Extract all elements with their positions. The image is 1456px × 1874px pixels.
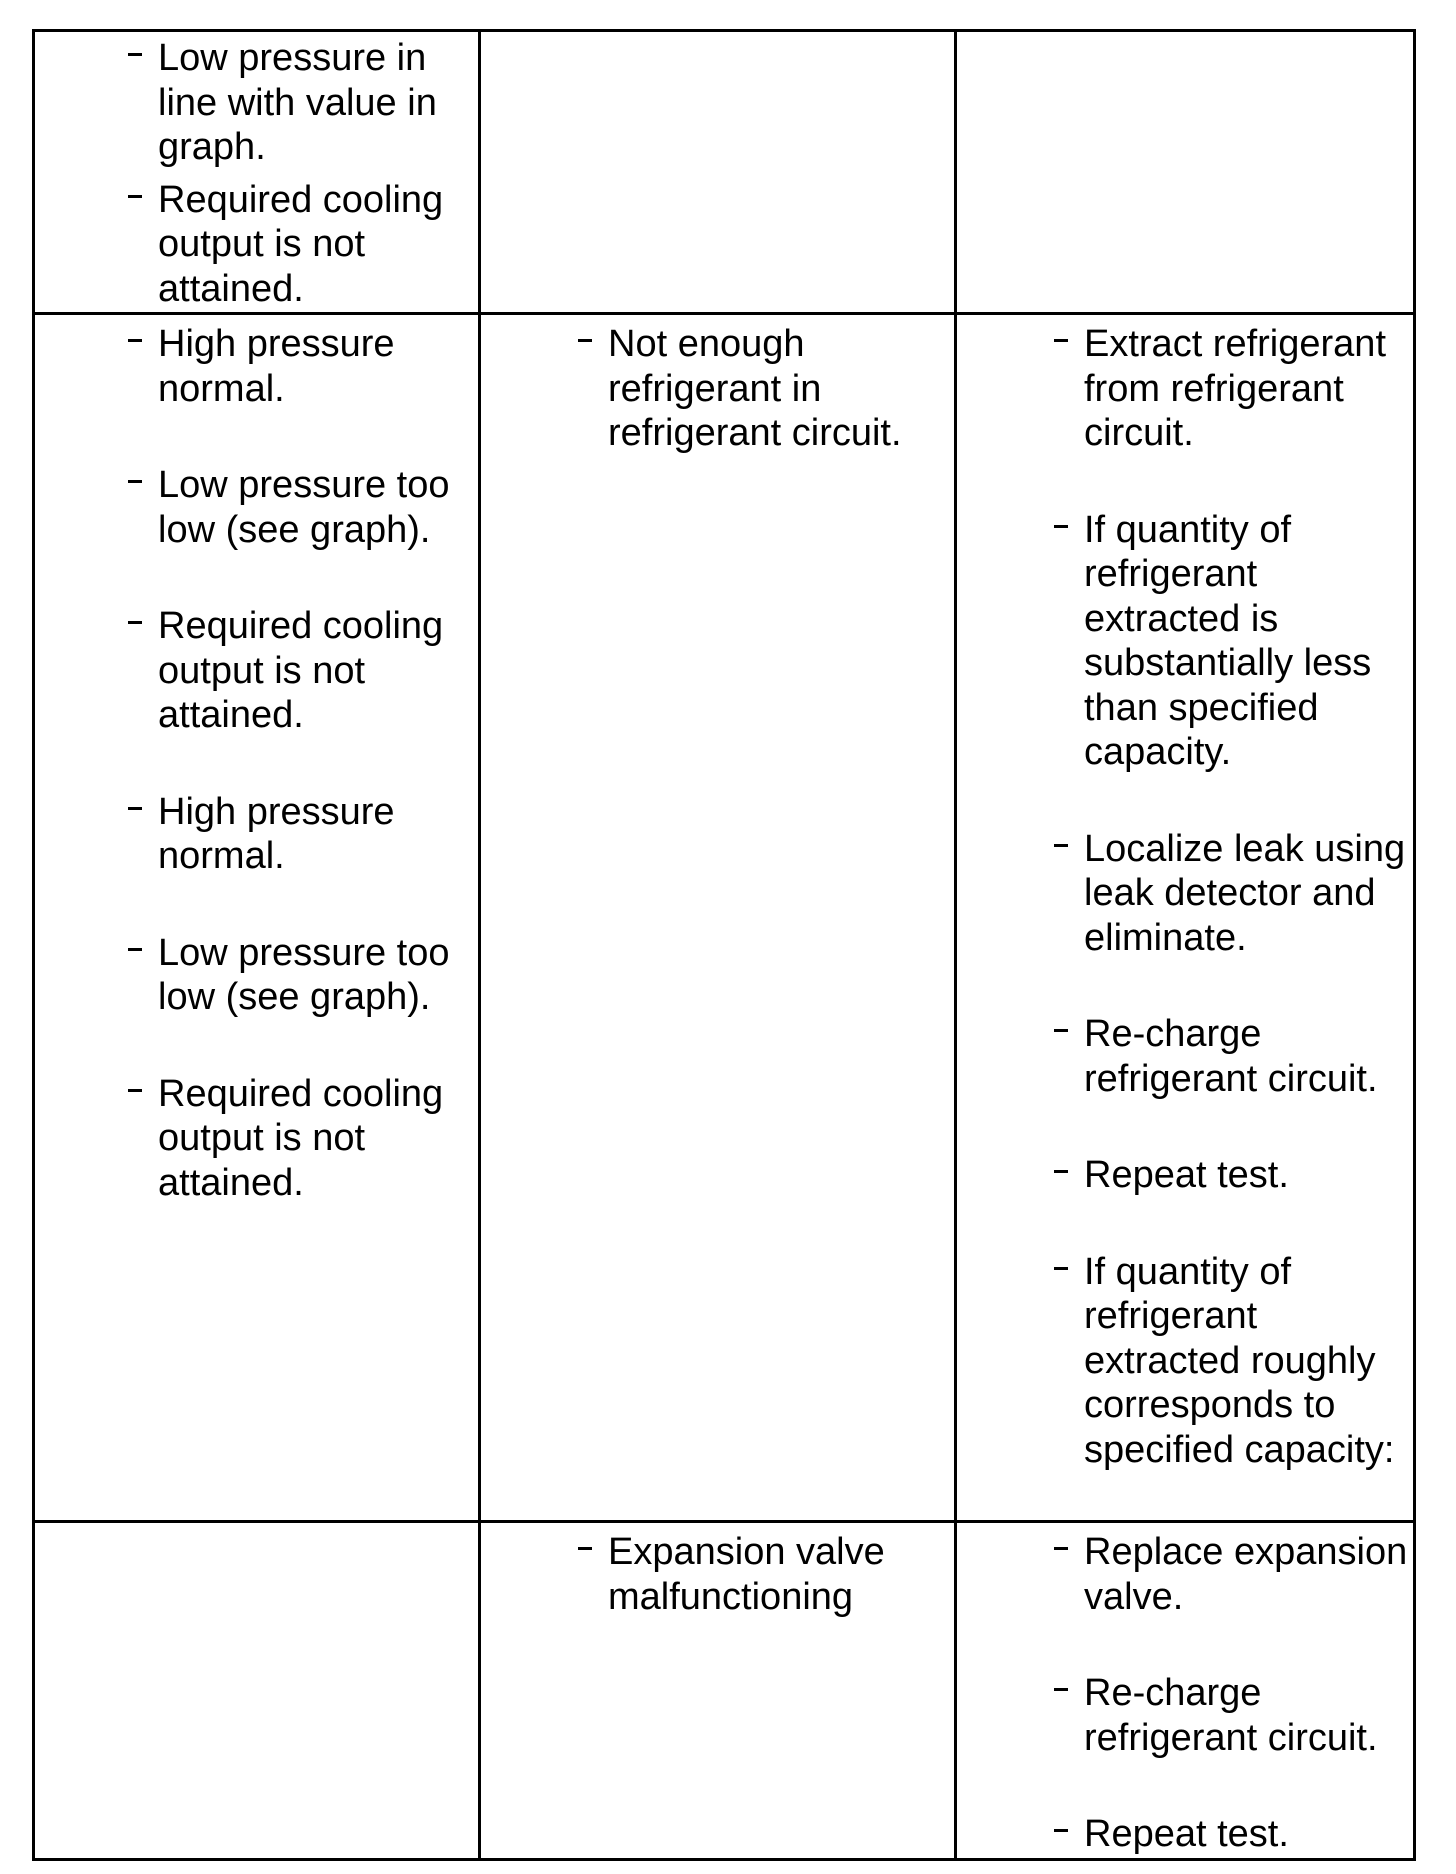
list-item: Low pressure too low (see graph). [128,931,478,1020]
list-item: Re-charge refrigerant circuit. [1054,1012,1409,1101]
row-2-symptom-cell [128,322,478,1205]
list-item: Required cooling output is not attained. [128,1072,478,1206]
row-divider-1 [32,312,1416,315]
list-item: Repeat test. [1054,1153,1409,1198]
list-item: Required cooling output is not attained. [128,604,478,738]
column-divider-1 [478,29,481,1861]
list-item: Low pressure too low (see graph). [128,463,478,552]
list-item: Replace expansion valve. [1054,1530,1409,1619]
list-item: Localize leak using leak detector and eliminate. [1054,827,1409,961]
list-item: Required cooling output is not attained. [128,178,478,312]
list-item: If quantity of refrigerant extracted is substantially less than specified capacity. [1054,508,1409,775]
row-2-cause-cell [578,322,918,456]
list-item: Repeat test. [1054,1812,1409,1857]
row-3-remedy-cell [1054,1530,1409,1857]
list-item: Re-charge refrigerant circuit. [1054,1671,1409,1760]
list-item: High pressure normal. [128,322,478,411]
list-item: If quantity of refrigerant extracted roughly corresponds to specified capacity: [1054,1250,1409,1473]
list-item: Expansion valve malfunctioning [578,1530,918,1619]
list-item: Extract refrigerant from refrigerant circuit. [1054,322,1409,456]
list-item: Low pressure in line with value in graph. [128,36,478,170]
row-1-symptom-cell [128,36,478,311]
row-2-remedy-cell [1054,322,1409,1472]
row-3-cause-cell [578,1530,918,1619]
list-item: High pressure normal. [128,790,478,879]
list-item: Not enough refrigerant in refrigerant circuit. [578,322,918,456]
column-divider-2 [954,29,957,1861]
row-divider-2 [32,1520,1416,1523]
